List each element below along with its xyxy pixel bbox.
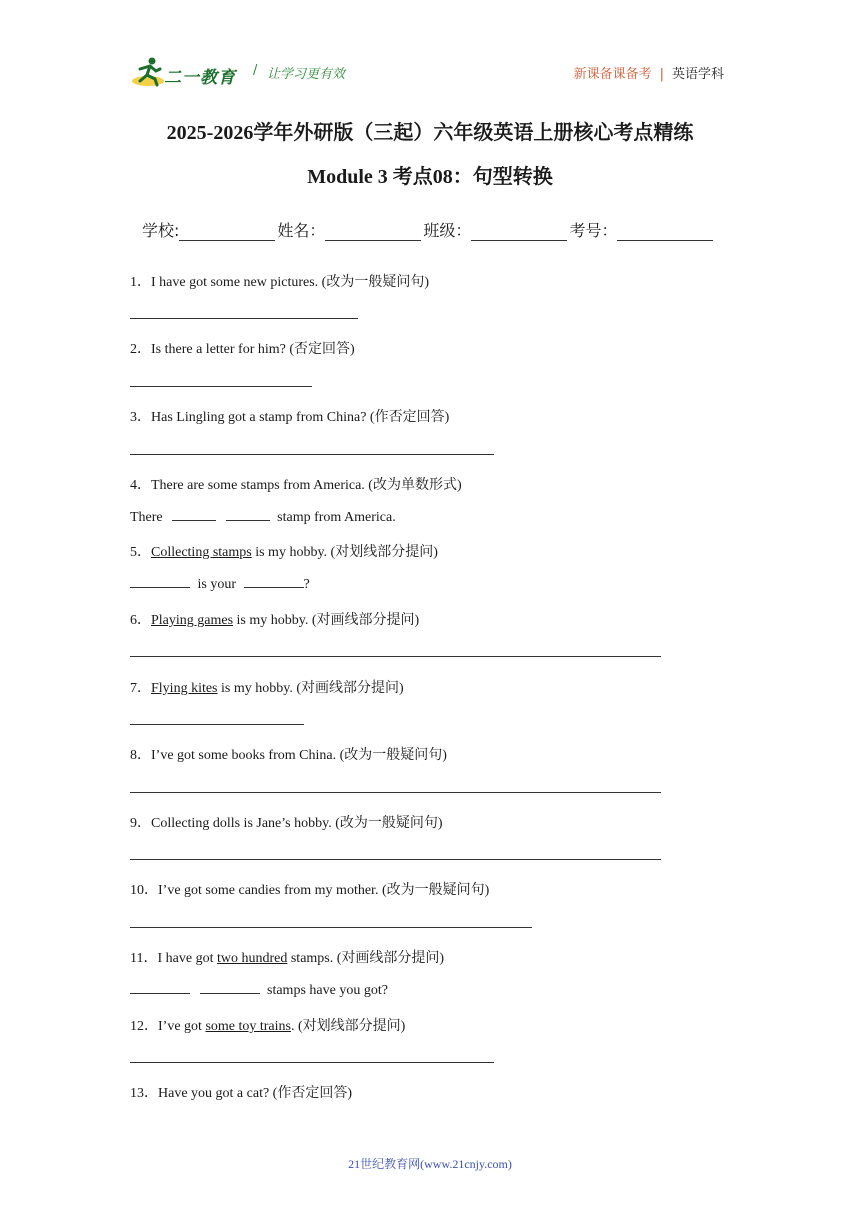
question-6-rest: is my hobby. (对画线部分提问) bbox=[233, 613, 420, 628]
slogan: 让学习更有效 bbox=[267, 67, 346, 82]
page-subtitle: Module 3 考点08：句型转换 bbox=[307, 166, 553, 188]
answer-4 bbox=[130, 508, 396, 526]
question-11-rest: stamps. (对画线部分提问) bbox=[287, 951, 445, 966]
question-5-number: 5． bbox=[130, 545, 151, 560]
logo-text: 二一教育 bbox=[164, 68, 236, 88]
answer-line-6[interactable] bbox=[130, 656, 661, 657]
class-label: 班级： bbox=[423, 221, 472, 240]
header-right bbox=[574, 63, 724, 82]
question-3: 3．Has Lingling got a stamp from China? (作否定回答) bbox=[130, 410, 450, 425]
class-field[interactable] bbox=[471, 224, 567, 241]
answer-line-3[interactable] bbox=[130, 454, 494, 455]
number-field[interactable] bbox=[617, 224, 713, 241]
school-field[interactable] bbox=[179, 224, 275, 241]
answer-4-suffix: stamp from America. bbox=[277, 510, 396, 525]
page-title: 2025-2026学年外研版（三起）六年级英语上册核心考点精练 bbox=[166, 122, 694, 144]
question-6-underlined: Playing games bbox=[151, 613, 234, 628]
question-13: 13．Have you got a cat? (作否定回答) bbox=[130, 1086, 352, 1101]
question-12-underlined: some toy trains bbox=[205, 1019, 291, 1034]
answer-11 bbox=[130, 981, 388, 999]
question-7-underlined: Flying kites bbox=[151, 681, 218, 696]
answer-line-12[interactable] bbox=[130, 1062, 494, 1063]
school-label: 学校: bbox=[142, 221, 180, 240]
question-10: 10．I’ve got some candies from my mother. (改为一般疑问句) bbox=[130, 883, 490, 898]
question-11-prefix: 11．I have got bbox=[130, 951, 217, 966]
header-tagline: 新课备课备考 bbox=[573, 67, 652, 82]
answer-4-blank-1[interactable] bbox=[172, 508, 216, 521]
answer-line-10[interactable] bbox=[130, 927, 532, 928]
question-7 bbox=[130, 677, 404, 697]
question-12-rest: . (对划线部分提问) bbox=[290, 1019, 406, 1034]
question-11 bbox=[130, 947, 444, 967]
question-6-number: 6． bbox=[130, 613, 151, 628]
header-slash: / bbox=[253, 63, 258, 78]
question-12 bbox=[130, 1015, 405, 1035]
question-5-rest: is my hobby. (对划线部分提问) bbox=[251, 545, 438, 560]
answer-line-8[interactable] bbox=[130, 792, 661, 793]
answer-11-blank-2[interactable] bbox=[200, 981, 260, 994]
question-5 bbox=[130, 541, 438, 561]
answer-5-middle: is your bbox=[197, 577, 236, 592]
answer-5-end: ? bbox=[303, 577, 310, 592]
question-8: 8．I’ve got some books from China. (改为一般疑问句) bbox=[130, 748, 447, 763]
question-7-rest: is my hobby. (对画线部分提问) bbox=[217, 681, 404, 696]
answer-line-7[interactable] bbox=[130, 724, 304, 725]
answer-line-9[interactable] bbox=[130, 859, 661, 860]
number-label: 考号： bbox=[569, 221, 618, 240]
question-7-number: 7． bbox=[130, 681, 151, 696]
answer-11-blank-1[interactable] bbox=[130, 981, 190, 994]
answer-5-blank-2[interactable] bbox=[244, 575, 304, 588]
student-info-row bbox=[142, 218, 715, 241]
question-11-underlined: two hundred bbox=[216, 951, 288, 966]
answer-5 bbox=[130, 575, 310, 593]
question-1: 1．I have got some new pictures. (改为一般疑问句) bbox=[130, 275, 429, 290]
answer-4-blank-2[interactable] bbox=[226, 508, 270, 521]
question-4: 4．There are some stamps from America. (改为单数形式) bbox=[130, 478, 462, 493]
header-subject: 英语学科 bbox=[671, 67, 724, 82]
name-field[interactable] bbox=[325, 224, 421, 241]
page-header bbox=[130, 55, 724, 91]
page-footer: 21世纪教育网(www.21cnjy.com) bbox=[348, 1157, 512, 1171]
answer-5-blank-1[interactable] bbox=[130, 575, 190, 588]
answer-line-2[interactable] bbox=[130, 386, 312, 387]
header-separator: | bbox=[659, 67, 664, 82]
answer-4-prefix: There bbox=[130, 510, 163, 525]
question-9: 9．Collecting dolls is Jane’s hobby. (改为一般疑问句) bbox=[130, 816, 443, 831]
question-5-underlined: Collecting stamps bbox=[151, 545, 252, 560]
name-label: 姓名： bbox=[277, 221, 326, 240]
question-12-prefix: 12．I’ve got bbox=[130, 1019, 206, 1034]
answer-line-1[interactable] bbox=[130, 318, 358, 319]
question-2: 2．Is there a letter for him? (否定回答) bbox=[130, 342, 355, 357]
answer-11-suffix: stamps have you got? bbox=[267, 983, 388, 998]
logo bbox=[130, 55, 240, 89]
runner-icon bbox=[130, 55, 166, 89]
question-6 bbox=[130, 609, 419, 629]
